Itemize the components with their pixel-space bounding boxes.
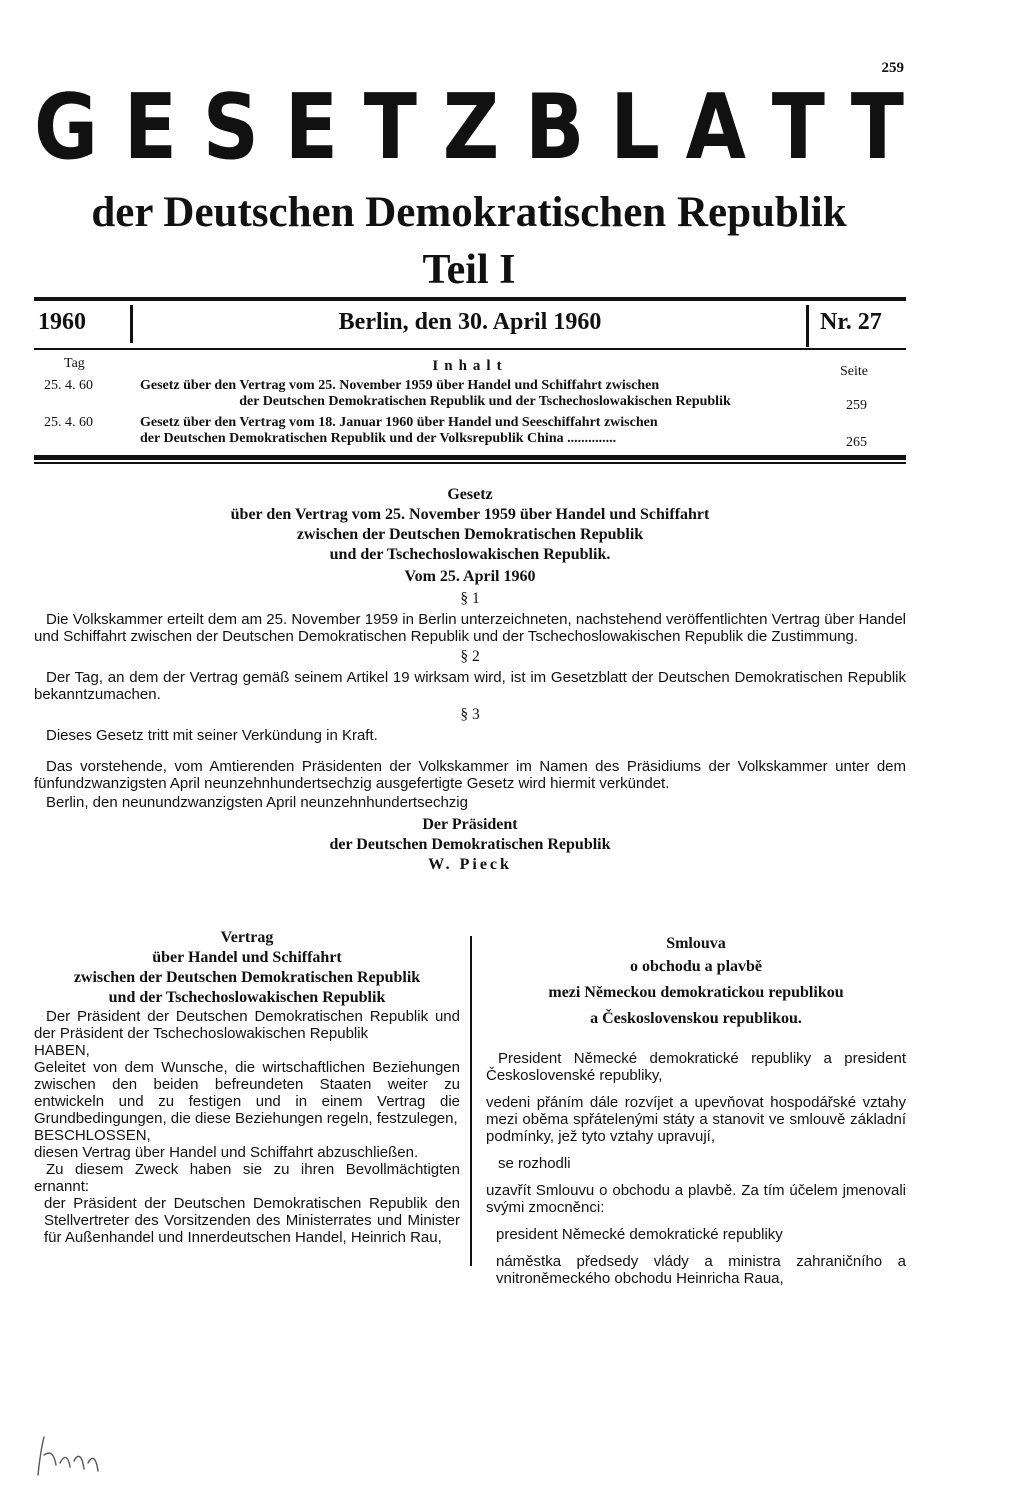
treaty-paragraph: President Německé demokratické republiky a president Československé republiky, (486, 1050, 906, 1084)
masthead-letter: T (363, 76, 417, 180)
toc-page-label: Seite (840, 364, 868, 379)
treaty-paragraph: president Německé demokratické republiky (496, 1226, 783, 1243)
toc-rule (34, 462, 906, 464)
issue-number: Nr. 27 (820, 309, 882, 335)
masthead-letter: B (525, 76, 585, 180)
column-divider (470, 936, 472, 1266)
treaty-title: zwischen der Deutschen Demokratischen Republik (73, 969, 421, 986)
section-text: Der Tag, an dem der Vertrag gemäß seinem Artikel 19 wirksam wird, ist im Gesetzblatt der Deutschen Demokratischen Republik bekanntzumachen. (34, 669, 906, 703)
law-title: und der Tschechoslowakischen Republik. (329, 546, 611, 563)
masthead-letter: G (34, 76, 99, 180)
treaty-title: über Handel und Schiffahrt (152, 949, 342, 966)
treaty-paragraph: Geleitet von dem Wunsche, die wirtschaftlichen Beziehungen zwischen den beiden befreundeten Staaten weiter zu entwickeln und zu festigen und in einem Vertrag die Grundbedingungen, die diese Beziehungen regeln, festzulegen, (34, 1059, 460, 1127)
page-number: 259 (881, 60, 904, 76)
masthead-letter: Z (442, 76, 500, 180)
treaty-paragraph: Zu diesem Zweck haben sie zu ihren Bevollmächtigten ernannt: (34, 1161, 460, 1195)
masthead-letter: L (610, 76, 660, 180)
place-date: Berlin, den neunundzwanzigsten April neunzehnhundertsechzig (46, 794, 468, 811)
treaty-title: a Československou republikou. (590, 1010, 802, 1027)
masthead-letter: T (771, 76, 825, 180)
masthead-letter: A (685, 76, 746, 180)
masthead-letter: E (123, 76, 178, 180)
toc-entry-page: 259 (846, 398, 867, 413)
treaty-title: Smlouva (666, 935, 726, 952)
header-rule-bottom (34, 348, 906, 350)
treaty-czech-column (486, 928, 906, 1297)
signatory-name: W. Pieck (428, 856, 512, 873)
law-section (34, 485, 906, 875)
signatory-title: der Deutschen Demokratischen Republik (329, 836, 611, 853)
section-sign: § 1 (460, 590, 480, 607)
toc-date-label: Tag (64, 356, 85, 371)
promulgation-text: Das vorstehende, vom Amtierenden Präsidenten der Volkskammer im Namen des Präsidiums der Volkskammer unter dem fünfundzwanzigsten April neunzehnhundertsechzig ausgefertigte Gesetz wird hiermit verkündet. (34, 758, 906, 792)
treaty-paragraph: Der Präsident der Deutschen Demokratischen Republik und der Präsident der Tschechoslowakischen Republik (34, 1008, 460, 1042)
treaty-paragraph: BESCHLOSSEN, (34, 1127, 151, 1144)
toc-entry-page: 265 (846, 435, 867, 450)
masthead-letter: E (284, 76, 339, 180)
law-title: zwischen der Deutschen Demokratischen Republik (296, 526, 644, 543)
treaty-paragraph: vedeni přáním dále rozvíjet a upevňovat hospodářské vztahy mezi oběma spřátelenými státy a stanovit ve smlouvě základní podmínky, jež tyto vztahy upravují, (486, 1094, 906, 1145)
issue-year: 1960 (38, 309, 86, 335)
signatory-title: Der Präsident (422, 816, 518, 833)
treaty-paragraph: der Präsident der Deutschen Demokratischen Republik den Stellvertreter des Vorsitzenden des Ministerrates und Minister für Außenhandel und Innerdeutschen Handel, Heinrich Rau, (44, 1195, 460, 1246)
law-date: Vom 25. April 1960 (404, 568, 536, 585)
section-sign: § 2 (460, 648, 480, 665)
treaty-german-column (34, 928, 460, 1246)
treaty-paragraph: se rozhodli (498, 1155, 571, 1172)
treaty-title: o obchodu a plavbě (629, 958, 763, 975)
handwritten-mark (30, 1425, 150, 1485)
treaty-title: Vertrag (220, 929, 274, 946)
header-divider (130, 305, 133, 343)
masthead-letter: T (850, 76, 904, 180)
toc-entry-title: der Deutschen Demokratischen Republik und der Tschechoslowakischen Republik (239, 394, 731, 409)
section-text: Dieses Gesetz tritt mit seiner Verkündung in Kraft. (46, 727, 378, 744)
section-sign: § 3 (460, 706, 480, 723)
masthead-part: Teil I (422, 247, 516, 293)
treaty-paragraph: náměstka předsedy vlády a ministra zahraničního a vnitroněmeckého obchodu Heinricha Raua, (496, 1253, 906, 1287)
toc-heading: Inhalt (432, 358, 508, 374)
toc-entry-date: 25. 4. 60 (44, 378, 93, 393)
masthead-title (34, 76, 904, 180)
header-divider (806, 305, 809, 347)
masthead-subtitle: der Deutschen Demokratischen Republik (91, 189, 847, 236)
header-rule-top (34, 297, 906, 301)
masthead-letter: S (202, 76, 259, 180)
toc-entry-title: Gesetz über den Vertrag vom 25. November 1959 über Handel und Schiffahrt zwischen (140, 378, 660, 393)
treaty-paragraph: diesen Vertrag über Handel und Schiffahrt abzuschließen. (34, 1144, 419, 1161)
issue-date: Berlin, den 30. April 1960 (338, 309, 602, 335)
toc-entry-date: 25. 4. 60 (44, 415, 93, 430)
toc-rule (34, 455, 906, 460)
section-text: Die Volkskammer erteilt dem am 25. November 1959 in Berlin unterzeichneten, nachstehend veröffentlichten Vertrag über Handel und Schiffahrt zwischen der Deutschen Demokratischen Republik und der Tschechoslowakischen Republik die Zustimmung. (34, 611, 906, 645)
treaty-paragraph: uzavřít Smlouvu o obchodu a plavbě. Za tím účelem jmenovali svými zmocněnci: (486, 1182, 906, 1216)
treaty-paragraph: HABEN, (34, 1042, 90, 1059)
treaty-title: und der Tschechoslowakischen Republik (108, 989, 386, 1006)
treaty-title: mezi Německou demokratickou republikou (548, 984, 844, 1001)
issue-header-row (34, 305, 906, 345)
law-title: über den Vertrag vom 25. November 1959 über Handel und Schiffahrt (230, 506, 710, 523)
law-title: Gesetz (447, 486, 493, 503)
toc-entry-title: Gesetz über den Vertrag vom 18. Januar 1960 über Handel und Seeschiffahrt zwischen (140, 415, 658, 430)
toc-entry-title: der Deutschen Demokratischen Republik und der Volksrepublik China .............. (140, 431, 617, 446)
treaty-columns (34, 928, 906, 1348)
